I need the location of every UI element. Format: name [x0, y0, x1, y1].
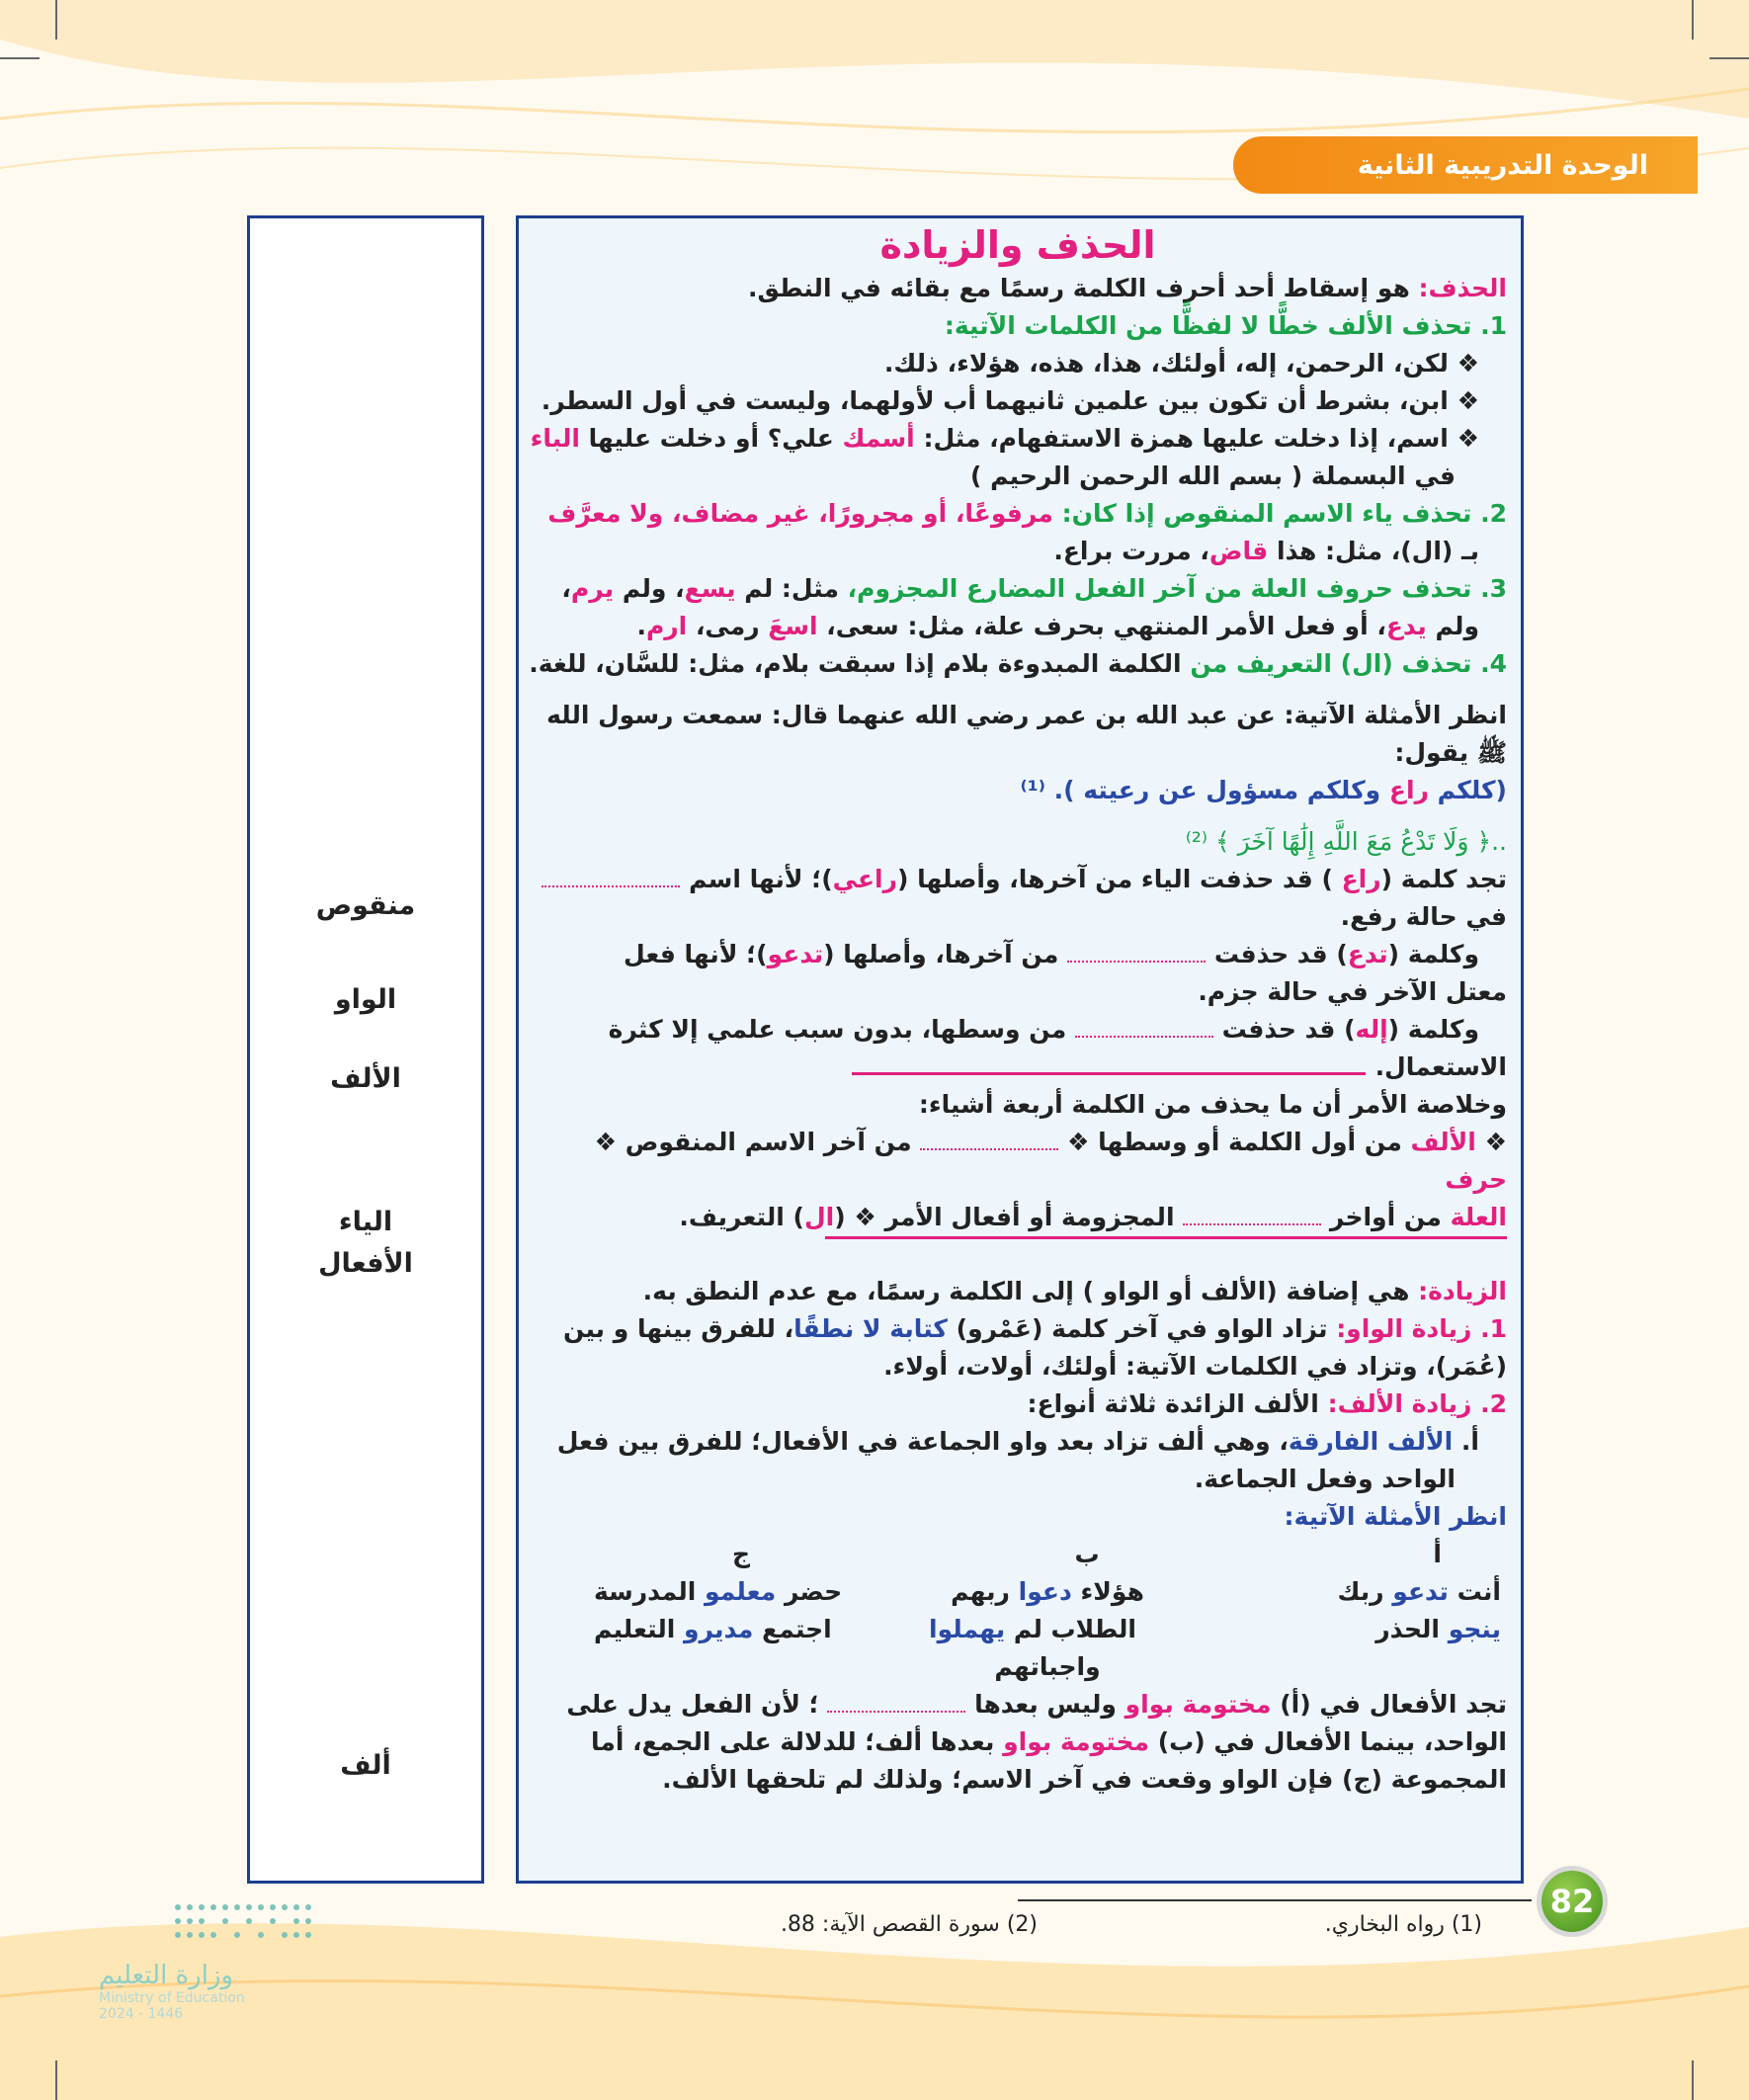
question-3: وكلمة (إله) قد حذفت من وسطها، بدون سبب علمي إلا كثرة: [608, 1015, 1479, 1044]
blank[interactable]: [1075, 1016, 1213, 1038]
unit-title: الوحدة التدريبية الثانية: [1357, 149, 1648, 181]
addition-1-cont: (عُمَر)، وتزاد في الكلمات الآتية: أولئك، أولات، أولاء.: [883, 1352, 1507, 1381]
side-note: الأفعال: [318, 1248, 413, 1279]
addition-1: 1. زيادة الواو: تزاد الواو في آخر كلمة (عَمْرو) كتابة لا نطقًا، للفرق بينها و بين: [562, 1314, 1507, 1343]
rule-1-bullet: ❖ اسم، إذا دخلت عليها همزة الاستفهام، مثل: أسمك علي؟ أو دخلت عليها الباء: [530, 424, 1479, 453]
addition-2: 2. زيادة الألف: الألف الزائدة ثلاثة أنواع:: [1027, 1389, 1507, 1418]
ministry-name-en: Ministry of Education: [99, 1990, 245, 2006]
rule-2-cont: بـ (ال)، مثل: هذا قاض، مررت براع.: [1053, 537, 1479, 565]
addition-2a: أ. الألف الفارقة، وهي ألف تزاد بعد واو الجماعة في الأفعال؛ للفرق بين فعل: [556, 1427, 1479, 1456]
rule-3-cont: ولم يدع، أو فعل الأمر المنتهي بحرف علة، مثل: سعى، اسعَ رمى، ارم.: [636, 612, 1479, 640]
side-note: الواو: [334, 984, 397, 1015]
crop-mark: [55, 0, 57, 40]
crop-mark: [55, 2060, 57, 2100]
ministry-logo: [99, 1897, 326, 2036]
page-number: 82: [1537, 1866, 1608, 1937]
blank[interactable]: [541, 866, 680, 887]
footnote-2: (2) سورة القصص الآية: 88.: [780, 1912, 1038, 1937]
footnote-separator: [1018, 1899, 1532, 1901]
rule-2: 2. تحذف ياء الاسم المنقوص إذا كان: مرفوعًا، أو مجرورًا، غير مضاف، ولا معرَّف: [547, 499, 1507, 528]
side-note: الياء: [338, 1207, 393, 1237]
lesson-content: [516, 215, 1524, 1884]
blank[interactable]: [920, 1129, 1058, 1150]
finding-1: تجد الأفعال في (أ) مختومة بواو وليس بعدها ؛ لأن الفعل يدل على: [566, 1690, 1507, 1719]
rule-1-bullet: ❖ لكن، الرحمن، إله، أولئك، هذا، هذه، هؤلاء، ذلك.: [883, 349, 1479, 378]
side-notes-panel: [247, 215, 484, 1884]
side-note: الألف: [330, 1063, 401, 1094]
hadith: (كلكم راع وكلكم مسؤول عن رعيته ). ⁽¹⁾: [1020, 776, 1507, 804]
rule-3: 3. تحذف حروف العلة من آخر الفعل المضارع المجزوم، مثل: لم يسع، ولم يرم،: [561, 574, 1507, 603]
example-intro: انظر الأمثلة الآتية: عن عبد الله بن عمر رضي الله عنهما قال: سمعت رسول الله ﷺ يقول:: [546, 701, 1507, 767]
examples-col-heads: أ ب ج: [732, 1540, 1442, 1568]
summary-line-1: ❖ الألف من أول الكلمة أو وسطها ❖ من آخر الاسم المنقوص ❖ حرف: [594, 1128, 1507, 1194]
addition-2a-cont: الواحد وفعل الجماعة.: [1194, 1465, 1456, 1493]
crop-mark: [1709, 57, 1749, 59]
ministry-name-ar: وزارة التعليم: [99, 1961, 234, 1990]
blank[interactable]: [827, 1691, 965, 1713]
ministry-year: 2024 - 1446: [99, 2006, 184, 2022]
ministry-dots-icon: [99, 1897, 326, 1957]
finding-2: الواحد، بينما الأفعال في (ب) مختومة بواو بعدها ألف؛ للدلالة على الجمع، أما: [590, 1727, 1507, 1756]
ayah: ..﴿ وَلَا تَدْعُ مَعَ اللَّهِ إِلَٰهًا آخَرَ ﴾ ⁽²⁾: [1185, 827, 1507, 856]
definition: الحذف: هو إسقاط أحد أحرف الكلمة رسمًا مع بقائه في النطق.: [747, 274, 1507, 302]
rule-1-bullet: ❖ ابن، بشرط أن تكون بين علمين ثانيهما أب لأولهما، وليست في أول السطر.: [541, 386, 1479, 415]
rule-1: 1. تحذف الألف خطًّا لا لفظًّا من الكلمات الآتية:: [944, 311, 1507, 340]
rule-1-bullet-cont: في البسملة ( بسم الله الرحمن الرحيم ): [969, 462, 1456, 490]
question-2: وكلمة (تدع) قد حذفت من آخرها، وأصلها (تدعو)؛ لأنها فعل: [624, 940, 1479, 968]
crop-mark: [1692, 2060, 1694, 2100]
question-1-cont: في حالة رفع.: [1340, 902, 1507, 931]
crop-mark: [0, 57, 40, 59]
question-3-cont: الاستعمال.: [529, 1049, 1507, 1086]
lesson-title: الحذف والزيادة: [879, 223, 1156, 267]
blank[interactable]: [1067, 941, 1206, 963]
examples-heading: انظر الأمثلة الآتية:: [1284, 1502, 1507, 1531]
summary-line-2: العلة من أواخر المجزومة أو أفعال الأمر ❖ (ال) التعريف.: [679, 1203, 1507, 1231]
rule-4: 4. تحذف (ال) التعريف من الكلمة المبدوءة بلام إذا سبقت بلام، مثل: للسَّان، للغة.: [529, 649, 1507, 678]
side-note: منقوص: [315, 890, 416, 921]
side-note: ألف: [340, 1750, 391, 1781]
unit-title-tab: [1233, 136, 1698, 194]
examples-row: أنت تدعو ربك هؤلاء دعوا ربهم حضر معلمو المدرسة: [594, 1577, 1501, 1606]
finding-3: المجموعة (ج) فإن الواو وقعت في آخر الاسم؛ ولذلك لم تلحقها الألف.: [662, 1765, 1507, 1794]
blank[interactable]: [1183, 1204, 1321, 1225]
question-1: تجد كلمة (راع ) قد حذفت الياء من آخرها، وأصلها (راعي)؛ لأنها اسم: [529, 861, 1507, 898]
footnote-1: (1) رواه البخاري.: [1324, 1912, 1482, 1937]
crop-mark: [1692, 0, 1694, 40]
examples-row: ينجو الحذر الطلاب لم يهملوا واجباتهم اجتمع مديرو التعليم: [594, 1615, 1501, 1681]
question-2-cont: معتل الآخر في حالة جزم.: [1198, 977, 1507, 1006]
summary: وخلاصة الأمر أن ما يحذف من الكلمة أربعة أشياء:: [918, 1090, 1507, 1119]
addition-definition: الزيادة: هي إضافة (الألف أو الواو ) إلى الكلمة رسمًا، مع عدم النطق به.: [642, 1277, 1507, 1305]
